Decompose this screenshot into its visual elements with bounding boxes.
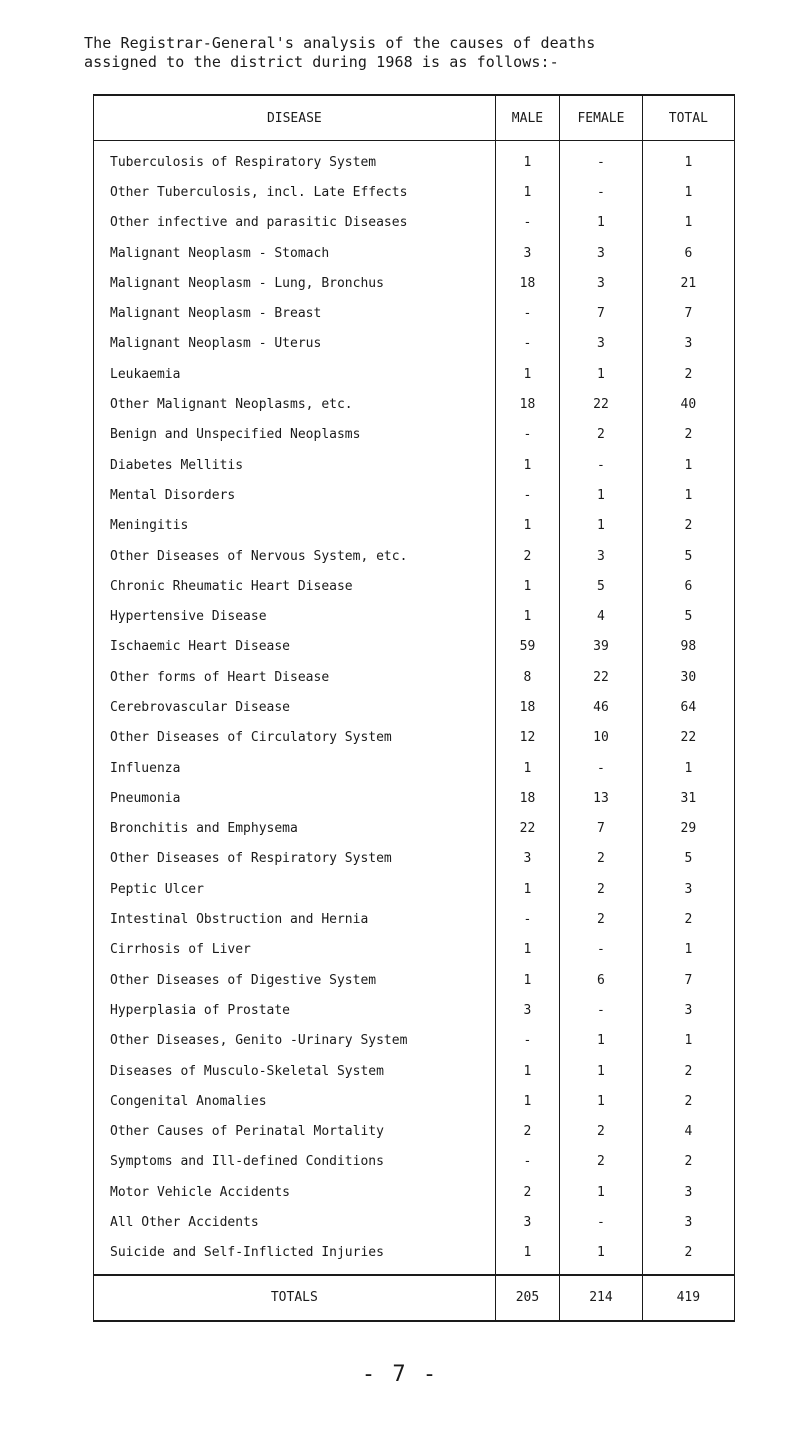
totals-row (94, 1275, 735, 1321)
female-count-cell: 5 (560, 571, 643, 601)
disease-cell: Congenital Anomalies (94, 1086, 496, 1116)
totals-female: 214 (560, 1275, 643, 1321)
disease-cell: Hypertensive Disease (94, 601, 496, 631)
table-row (94, 904, 735, 934)
male-count-cell: 18 (495, 268, 560, 298)
male-count-cell: 1 (495, 1238, 560, 1275)
disease-cell: Other Diseases of Nervous System, etc. (94, 541, 496, 571)
male-count-cell: 2 (495, 1117, 560, 1147)
male-count-cell: 1 (495, 753, 560, 783)
table-row (94, 662, 735, 692)
total-count-cell: 1 (642, 480, 734, 510)
totals-male: 205 (495, 1275, 560, 1321)
female-count-cell: 22 (560, 662, 643, 692)
disease-cell: Malignant Neoplasm - Breast (94, 298, 496, 328)
male-count-cell: 1 (495, 601, 560, 631)
table-row (94, 177, 735, 207)
total-count-cell: 2 (642, 1147, 734, 1177)
disease-cell: Other Diseases of Respiratory System (94, 844, 496, 874)
disease-cell: Influenza (94, 753, 496, 783)
male-count-cell: 2 (495, 1177, 560, 1207)
female-count-cell: 2 (560, 1117, 643, 1147)
female-count-cell: 3 (560, 268, 643, 298)
table-row (94, 208, 735, 238)
total-count-cell: 1 (642, 177, 734, 207)
table-body (94, 141, 735, 1275)
male-count-cell: 1 (495, 511, 560, 541)
disease-cell: Hyperplasia of Prostate (94, 995, 496, 1025)
male-count-cell: 59 (495, 632, 560, 662)
male-count-cell: 1 (495, 935, 560, 965)
table-row (94, 844, 735, 874)
table-row (94, 329, 735, 359)
causes-of-death-table-wrapper (93, 94, 735, 1322)
table-row (94, 1117, 735, 1147)
table-row (94, 1056, 735, 1086)
disease-cell: Diabetes Mellitis (94, 450, 496, 480)
disease-cell: Tuberculosis of Respiratory System (94, 141, 496, 178)
header-female: FEMALE (560, 95, 643, 141)
total-count-cell: 29 (642, 814, 734, 844)
female-count-cell: 2 (560, 904, 643, 934)
female-count-cell: 1 (560, 1177, 643, 1207)
disease-cell: Malignant Neoplasm - Lung, Bronchus (94, 268, 496, 298)
table-row (94, 1177, 735, 1207)
total-count-cell: 2 (642, 1056, 734, 1086)
total-count-cell: 2 (642, 420, 734, 450)
female-count-cell: - (560, 450, 643, 480)
male-count-cell: 18 (495, 783, 560, 813)
disease-cell: Diseases of Musculo-Skeletal System (94, 1056, 496, 1086)
table-row (94, 1026, 735, 1056)
total-count-cell: 7 (642, 965, 734, 995)
male-count-cell: 3 (495, 995, 560, 1025)
disease-cell: Ischaemic Heart Disease (94, 632, 496, 662)
table-row (94, 511, 735, 541)
male-count-cell: 1 (495, 1086, 560, 1116)
total-count-cell: 6 (642, 571, 734, 601)
disease-cell: Other Diseases of Digestive System (94, 965, 496, 995)
table-row (94, 1147, 735, 1177)
table-row (94, 541, 735, 571)
total-count-cell: 22 (642, 723, 734, 753)
table-row (94, 141, 735, 178)
male-count-cell: 1 (495, 359, 560, 389)
total-count-cell: 1 (642, 935, 734, 965)
heading-line-2: assigned to the district during 1968 is as follows:- (84, 53, 559, 71)
table-row (94, 874, 735, 904)
disease-cell: Other Malignant Neoplasms, etc. (94, 389, 496, 419)
female-count-cell: 6 (560, 965, 643, 995)
disease-cell: Malignant Neoplasm - Uterus (94, 329, 496, 359)
male-count-cell: 1 (495, 1056, 560, 1086)
female-count-cell: 2 (560, 844, 643, 874)
table-row (94, 753, 735, 783)
male-count-cell: - (495, 420, 560, 450)
female-count-cell: 1 (560, 1086, 643, 1116)
total-count-cell: 30 (642, 662, 734, 692)
male-count-cell: - (495, 480, 560, 510)
disease-cell: Malignant Neoplasm - Stomach (94, 238, 496, 268)
female-count-cell: 1 (560, 511, 643, 541)
total-count-cell: 3 (642, 874, 734, 904)
female-count-cell: 22 (560, 389, 643, 419)
disease-cell: Cirrhosis of Liver (94, 935, 496, 965)
total-count-cell: 31 (642, 783, 734, 813)
disease-cell: Meningitis (94, 511, 496, 541)
total-count-cell: 1 (642, 141, 734, 178)
female-count-cell: - (560, 1207, 643, 1237)
disease-cell: Pneumonia (94, 783, 496, 813)
table-row (94, 571, 735, 601)
disease-cell: Chronic Rheumatic Heart Disease (94, 571, 496, 601)
male-count-cell: 1 (495, 177, 560, 207)
table-row (94, 995, 735, 1025)
disease-cell: Benign and Unspecified Neoplasms (94, 420, 496, 450)
male-count-cell: - (495, 904, 560, 934)
total-count-cell: 2 (642, 1086, 734, 1116)
total-count-cell: 1 (642, 450, 734, 480)
table-row (94, 723, 735, 753)
total-count-cell: 2 (642, 359, 734, 389)
total-count-cell: 2 (642, 511, 734, 541)
table-row (94, 389, 735, 419)
male-count-cell: 2 (495, 541, 560, 571)
table-row (94, 632, 735, 662)
total-count-cell: 98 (642, 632, 734, 662)
female-count-cell: 7 (560, 298, 643, 328)
total-count-cell: 5 (642, 844, 734, 874)
female-count-cell: 3 (560, 238, 643, 268)
male-count-cell: 3 (495, 844, 560, 874)
female-count-cell: 1 (560, 208, 643, 238)
document-heading (84, 34, 764, 72)
female-count-cell: 1 (560, 1238, 643, 1275)
total-count-cell: 21 (642, 268, 734, 298)
total-count-cell: 7 (642, 298, 734, 328)
disease-cell: Peptic Ulcer (94, 874, 496, 904)
female-count-cell: 2 (560, 420, 643, 450)
table-row (94, 268, 735, 298)
total-count-cell: 3 (642, 329, 734, 359)
female-count-cell: 4 (560, 601, 643, 631)
disease-cell: Suicide and Self-Inflicted Injuries (94, 1238, 496, 1275)
total-count-cell: 1 (642, 753, 734, 783)
male-count-cell: 1 (495, 874, 560, 904)
disease-cell: Mental Disorders (94, 480, 496, 510)
female-count-cell: 1 (560, 359, 643, 389)
total-count-cell: 2 (642, 904, 734, 934)
table-row (94, 238, 735, 268)
male-count-cell: - (495, 329, 560, 359)
male-count-cell: 1 (495, 571, 560, 601)
total-count-cell: 2 (642, 1238, 734, 1275)
table-row (94, 450, 735, 480)
male-count-cell: 3 (495, 238, 560, 268)
table-row (94, 1207, 735, 1237)
male-count-cell: 18 (495, 389, 560, 419)
table-row (94, 420, 735, 450)
male-count-cell: 1 (495, 450, 560, 480)
male-count-cell: 3 (495, 1207, 560, 1237)
female-count-cell: 1 (560, 480, 643, 510)
female-count-cell: - (560, 753, 643, 783)
total-count-cell: 3 (642, 995, 734, 1025)
total-count-cell: 1 (642, 208, 734, 238)
male-count-cell: 1 (495, 965, 560, 995)
male-count-cell: 22 (495, 814, 560, 844)
total-count-cell: 3 (642, 1207, 734, 1237)
total-count-cell: 1 (642, 1026, 734, 1056)
table-row (94, 692, 735, 722)
table-row (94, 1238, 735, 1275)
table-row (94, 814, 735, 844)
female-count-cell: - (560, 141, 643, 178)
totals-total: 419 (642, 1275, 734, 1321)
disease-cell: All Other Accidents (94, 1207, 496, 1237)
female-count-cell: - (560, 935, 643, 965)
table-row (94, 480, 735, 510)
female-count-cell: 10 (560, 723, 643, 753)
disease-cell: Cerebrovascular Disease (94, 692, 496, 722)
total-count-cell: 3 (642, 1177, 734, 1207)
female-count-cell: 46 (560, 692, 643, 722)
disease-cell: Other forms of Heart Disease (94, 662, 496, 692)
table-row (94, 359, 735, 389)
male-count-cell: 12 (495, 723, 560, 753)
disease-cell: Other infective and parasitic Diseases (94, 208, 496, 238)
page-number: - 7 - (361, 1362, 439, 1387)
female-count-cell: 39 (560, 632, 643, 662)
disease-cell: Bronchitis and Emphysema (94, 814, 496, 844)
male-count-cell: - (495, 1026, 560, 1056)
male-count-cell: - (495, 208, 560, 238)
totals-label: TOTALS (94, 1275, 496, 1321)
disease-cell: Motor Vehicle Accidents (94, 1177, 496, 1207)
header-male: MALE (495, 95, 560, 141)
header-disease: DISEASE (94, 95, 496, 141)
male-count-cell: - (495, 298, 560, 328)
table-row (94, 1086, 735, 1116)
disease-cell: Leukaemia (94, 359, 496, 389)
header-total: TOTAL (642, 95, 734, 141)
female-count-cell: 1 (560, 1026, 643, 1056)
male-count-cell: 18 (495, 692, 560, 722)
male-count-cell: 8 (495, 662, 560, 692)
female-count-cell: - (560, 995, 643, 1025)
female-count-cell: 7 (560, 814, 643, 844)
disease-cell: Other Tuberculosis, incl. Late Effects (94, 177, 496, 207)
disease-cell: Intestinal Obstruction and Hernia (94, 904, 496, 934)
total-count-cell: 64 (642, 692, 734, 722)
female-count-cell: - (560, 177, 643, 207)
total-count-cell: 40 (642, 389, 734, 419)
male-count-cell: 1 (495, 141, 560, 178)
female-count-cell: 3 (560, 329, 643, 359)
causes-of-death-table (93, 94, 735, 1322)
total-count-cell: 6 (642, 238, 734, 268)
male-count-cell: - (495, 1147, 560, 1177)
total-count-cell: 4 (642, 1117, 734, 1147)
disease-cell: Other Causes of Perinatal Mortality (94, 1117, 496, 1147)
female-count-cell: 13 (560, 783, 643, 813)
disease-cell: Other Diseases of Circulatory System (94, 723, 496, 753)
heading-line-1: The Registrar-General's analysis of the causes of deaths (84, 34, 596, 52)
table-row (94, 601, 735, 631)
female-count-cell: 1 (560, 1056, 643, 1086)
disease-cell: Symptoms and Ill-defined Conditions (94, 1147, 496, 1177)
female-count-cell: 2 (560, 874, 643, 904)
female-count-cell: 2 (560, 1147, 643, 1177)
female-count-cell: 3 (560, 541, 643, 571)
table-row (94, 298, 735, 328)
disease-cell: Other Diseases, Genito -Urinary System (94, 1026, 496, 1056)
table-row (94, 935, 735, 965)
total-count-cell: 5 (642, 541, 734, 571)
table-header-row (94, 95, 735, 141)
table-row (94, 965, 735, 995)
table-row (94, 783, 735, 813)
total-count-cell: 5 (642, 601, 734, 631)
